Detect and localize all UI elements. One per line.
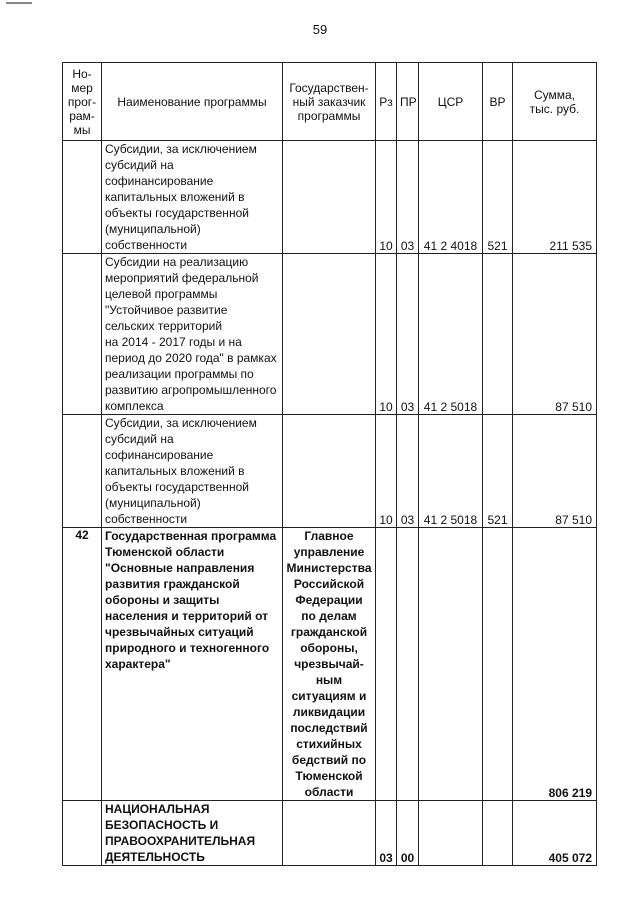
row-sum: 211 535: [513, 141, 597, 254]
header-program-number: Но- мер прог- рам- мы: [63, 63, 102, 141]
row-number: [63, 801, 102, 866]
table-row: [63, 415, 597, 528]
row-customer: [283, 254, 376, 415]
row-vr: 521: [483, 415, 513, 528]
scan-corner-mark: [6, 2, 32, 4]
row-number: [63, 254, 102, 415]
row-csr: [419, 528, 483, 801]
row-name: НАЦИОНАЛЬНАЯ БЕЗОПАСНОСТЬ И ПРАВООХРАНИТЕЛЬНАЯ ДЕЯТЕЛЬНОСТЬ: [102, 801, 283, 866]
row-vr: 521: [483, 141, 513, 254]
row-rz: 10: [376, 141, 397, 254]
row-rz: 10: [376, 254, 397, 415]
row-pr: 03: [397, 141, 419, 254]
header-vr: ВР: [483, 63, 513, 141]
row-rz: 03: [376, 801, 397, 866]
row-sum: 87 510: [513, 254, 597, 415]
row-number: 42: [63, 528, 102, 801]
row-rz: 10: [376, 415, 397, 528]
row-pr: 00: [397, 801, 419, 866]
table-row: [63, 801, 597, 866]
row-sum: 87 510: [513, 415, 597, 528]
row-name: Государственная программа Тюменской области "Основные направления развития гражданской обороны и защиты населения и территорий от чрезвычайных ситуаций природного и техногенного характера": [102, 528, 283, 801]
header-customer: Государствен- ный заказчик программы: [283, 63, 376, 141]
row-csr: 41 2 5018: [419, 415, 483, 528]
table-header-row: [63, 63, 597, 141]
table-row: [63, 254, 597, 415]
row-pr: [397, 528, 419, 801]
row-csr: 41 2 4018: [419, 141, 483, 254]
row-vr: [483, 528, 513, 801]
row-number: [63, 141, 102, 254]
row-pr: 03: [397, 254, 419, 415]
row-rz: [376, 528, 397, 801]
row-customer: [283, 415, 376, 528]
row-csr: 41 2 5018: [419, 254, 483, 415]
budget-table: [62, 62, 597, 866]
row-name: Субсидии на реализацию мероприятий федеральной целевой программы "Устойчивое развитие сельских территорий на 2014 - 2017 годы и на период до 2020 года" в рамках реализации программы по развитию агропромышленного комплекса: [102, 254, 283, 415]
row-sum: 806 219: [513, 528, 597, 801]
page-number: 59: [312, 22, 328, 37]
row-vr: [483, 801, 513, 866]
header-sum: Сумма, тыс. руб.: [513, 63, 597, 141]
header-csr: ЦСР: [419, 63, 483, 141]
row-pr: 03: [397, 415, 419, 528]
row-csr: [419, 801, 483, 866]
header-program-name: Наименование программы: [102, 63, 283, 141]
row-customer: [283, 141, 376, 254]
row-sum: 405 072: [513, 801, 597, 866]
table-row: [63, 141, 597, 254]
row-customer: Главное управление Министерства Российской Федерации по делам гражданской обороны, чрезвычай- ным ситуациям и ликвидации последствий стихийных бедствий по Тюменской области: [283, 528, 376, 801]
row-number: [63, 415, 102, 528]
header-pr: ПР: [397, 63, 419, 141]
row-name: Субсидии, за исключением субсидий на софинансирование капитальных вложений в объекты государственной (муниципальной) собственности: [102, 415, 283, 528]
row-customer: [283, 801, 376, 866]
row-name: Субсидии, за исключением субсидий на софинансирование капитальных вложений в объекты государственной (муниципальной) собственности: [102, 141, 283, 254]
row-vr: [483, 254, 513, 415]
header-rz: Рз: [376, 63, 397, 141]
table-row: [63, 528, 597, 801]
